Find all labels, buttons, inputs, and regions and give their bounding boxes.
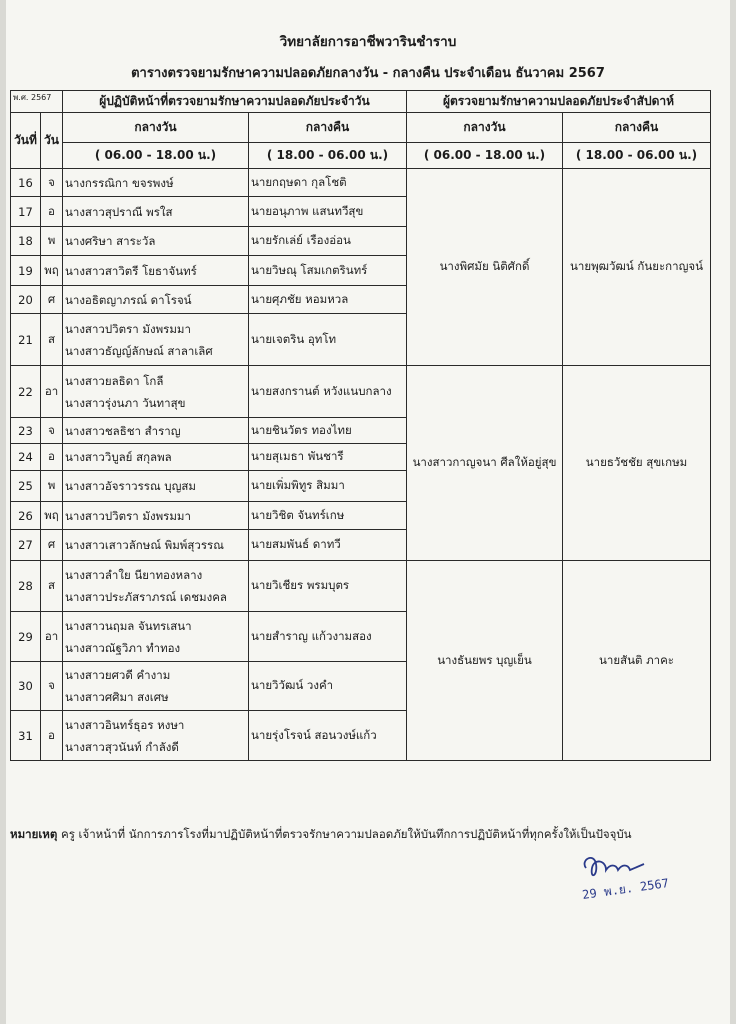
note-text: ครู เจ้าหน้าที่ นักการภารโรงที่มาปฏิบัติหน้าที่ตรวจรักษาความปลอดภัยให้บันทึกการปฏิบัติหน้าที่ทุกครั้งให้เป็นปัจจุบัน [57, 827, 632, 841]
weekly-daytime-inspector: นางพิศมัย นิติศักดิ์ [407, 169, 563, 366]
daytime-duty-name: นางสาวอินทร์ธุอร หงษา [65, 717, 185, 732]
daytime-duty-name: นางอธิตญาภรณ์ ดาโรจน์ [65, 292, 192, 307]
night-duty-cell: นายสุเมธา พันชารี [249, 444, 407, 471]
date-cell: 19 [11, 256, 41, 286]
daytime-duty-cell [63, 169, 249, 197]
date-cell: 28 [11, 561, 41, 612]
daytime-duty-name: นางสาวธัญญ์ลักษณ์ สาลาเลิศ [65, 343, 213, 358]
daytime-duty-name: นางสาวศศิมา สงเศษ [65, 690, 169, 704]
day-cell: พฤ [41, 502, 63, 530]
date-cell: 20 [11, 286, 41, 314]
date-cell: 24 [11, 444, 41, 471]
daytime-duty-name: นางสาวสาวิตรี โยธาจันทร์ [65, 263, 197, 278]
day-cell: พ [41, 471, 63, 502]
daytime-duty-name: นางสาวอัจราวรรณ บุญสม [65, 479, 196, 493]
night-duty-cell: นายศุภชัย หอมหวล [249, 286, 407, 314]
daytime-duty-name: นางสาวณัฐวิภา ทำทอง [65, 640, 181, 655]
daytime-duty-name: นางสาวชลธิชา สำราญ [65, 423, 181, 438]
day-cell: อ [41, 197, 63, 227]
daytime-duty-cell [63, 227, 249, 256]
daytime-duty-name: นางสาวยศวดี คำงาม [65, 668, 171, 682]
night-duty-cell: นายอนุภาพ แสนทวีสุข [249, 197, 407, 227]
daily-daytime-header: กลางวัน [63, 113, 249, 143]
daytime-duty-cell [63, 444, 249, 471]
night-duty-cell: นายกฤษดา กุลโชติ [249, 169, 407, 197]
daytime-duty-name: นางสาวนฤมล จันทรเสนา [65, 618, 192, 633]
daytime-duty-cell [63, 197, 249, 227]
night-duty-cell: นายวิษณุ โสมเกตรินทร์ [249, 256, 407, 286]
day-cell: จ [41, 169, 63, 197]
daytime-duty-name: นางสาวลำใย นียาทองหลาง [65, 568, 203, 582]
date-cell: 29 [11, 612, 41, 662]
document-page [6, 0, 730, 1024]
date-cell: 16 [11, 169, 41, 197]
daytime-duty-cell [63, 561, 249, 612]
daytime-duty-cell [63, 471, 249, 502]
day-cell: อา [41, 366, 63, 418]
date-cell: 22 [11, 366, 41, 418]
note-label: หมายเหตุ [10, 827, 58, 841]
signature-date: 29 พ.ย. 2567 [581, 876, 670, 903]
day-cell: พฤ [41, 256, 63, 286]
daily-daytime-hours: ( 06.00 - 18.00 น.) [63, 143, 249, 169]
daytime-duty-cell [63, 418, 249, 444]
weekly-night-inspector: นายสันติ ภาคะ [563, 561, 711, 761]
daytime-duty-cell [63, 286, 249, 314]
daytime-duty-name: นางสาวยลธิดา โกลี [65, 373, 164, 388]
day-cell: จ [41, 662, 63, 711]
daytime-duty-cell [63, 612, 249, 662]
day-header: วัน [41, 113, 63, 169]
table-row [11, 561, 711, 612]
night-duty-cell: นายสมพันธ์ ดาทวี [249, 530, 407, 561]
daytime-duty-name: นางสาวประภัสราภรณ์ เดชมงคล [65, 590, 227, 604]
date-cell: 21 [11, 314, 41, 366]
daytime-duty-cell [63, 256, 249, 286]
weekly-daytime-inspector: นางสาวกาญจนา ศีลให้อยู่สุข [407, 366, 563, 561]
date-cell: 18 [11, 227, 41, 256]
daytime-duty-name: นางศริษา สาระวัล [65, 234, 156, 248]
weekly-night-hours: ( 18.00 - 06.00 น.) [563, 143, 711, 169]
night-duty-cell: นายวิเชียร พรมบุตร [249, 561, 407, 612]
date-cell: 31 [11, 711, 41, 761]
year-label: พ.ศ. 2567 [11, 91, 63, 113]
table-row [11, 366, 711, 418]
weekly-night-header: กลางคืน [563, 113, 711, 143]
daytime-duty-name: นางสาวปวิตรา มังพรมมา [65, 508, 191, 523]
date-cell: 26 [11, 502, 41, 530]
daytime-duty-cell [63, 314, 249, 366]
date-header: วันที่ [11, 113, 41, 169]
night-duty-cell: นายเพิ่มพิทูร สิมมา [249, 471, 407, 502]
day-cell: อา [41, 612, 63, 662]
roster-table [10, 90, 711, 761]
day-cell: จ [41, 418, 63, 444]
daily-group-header: ผู้ปฏิบัติหน้าที่ตรวจยามรักษาความปลอดภัยประจำวัน [63, 91, 407, 113]
weekly-group-header: ผู้ตรวจยามรักษาความปลอดภัยประจำสัปดาห์ [407, 91, 711, 113]
document-title: ตารางตรวจยามรักษาความปลอดภัยกลางวัน - กลางคืน ประจำเดือน ธันวาคม 2567 [131, 66, 605, 81]
daytime-duty-cell [63, 502, 249, 530]
college-name: วิทยาลัยการอาชีพวารินชำราบ [279, 34, 457, 50]
day-cell: ศ [41, 530, 63, 561]
weekly-daytime-header: กลางวัน [407, 113, 563, 143]
daytime-duty-name: นางสาววิบูลย์ สกุลพล [65, 450, 172, 464]
weekly-daytime-hours: ( 06.00 - 18.00 น.) [407, 143, 563, 169]
daily-night-header: กลางคืน [249, 113, 407, 143]
daytime-duty-name: นางกรรณิกา ขจรพงษ์ [65, 175, 174, 190]
weekly-night-inspector: นายธวัชชัย สุขเกษม [563, 366, 711, 561]
daytime-duty-cell [63, 662, 249, 711]
date-cell: 23 [11, 418, 41, 444]
night-duty-cell: นายสงกรานต์ หวังแนบกลาง [249, 366, 407, 418]
night-duty-cell: นายวิวัฒน์ วงคำ [249, 662, 407, 711]
day-cell: ส [41, 314, 63, 366]
weekly-daytime-inspector: นางธันยพร บุญเย็น [407, 561, 563, 761]
table-row [11, 169, 711, 197]
night-duty-cell: นายสำราญ แก้วงามสอง [249, 612, 407, 662]
date-cell: 17 [11, 197, 41, 227]
daytime-duty-name: นางสาวสุวนันท์ กำลังดี [65, 739, 179, 754]
day-cell: ศ [41, 286, 63, 314]
day-cell: อ [41, 444, 63, 471]
daytime-duty-name: นางสาวสุปราณี พรใส [65, 204, 173, 219]
night-duty-cell: นายรุ่งโรจน์ สอนวงษ์แก้ว [249, 711, 407, 761]
daytime-duty-name: นางสาวรุ่งนภา วันทาสุข [65, 395, 186, 410]
day-cell: ส [41, 561, 63, 612]
date-cell: 27 [11, 530, 41, 561]
date-cell: 25 [11, 471, 41, 502]
daytime-duty-cell [63, 530, 249, 561]
day-cell: อ [41, 711, 63, 761]
daytime-duty-name: นางสาวปวิตรา มังพรมมา [65, 321, 191, 336]
daytime-duty-name: นางสาวเสาวลักษณ์ พิมพ์สุวรรณ [65, 538, 224, 552]
footer-note [10, 826, 720, 844]
day-cell: พ [41, 227, 63, 256]
night-duty-cell: นายรักเล่ย์ เรืองอ่อน [249, 227, 407, 256]
daytime-duty-cell [63, 711, 249, 761]
date-cell: 30 [11, 662, 41, 711]
daytime-duty-cell [63, 366, 249, 418]
night-duty-cell: นายชินวัตร ทองไทย [249, 418, 407, 444]
daily-night-hours: ( 18.00 - 06.00 น.) [249, 143, 407, 169]
night-duty-cell: นายวิชิต จันทร์เกษ [249, 502, 407, 530]
night-duty-cell: นายเจตริน อุทโท [249, 314, 407, 366]
weekly-night-inspector: นายพุฒวัฒน์ กันยะกาญจน์ [563, 169, 711, 366]
